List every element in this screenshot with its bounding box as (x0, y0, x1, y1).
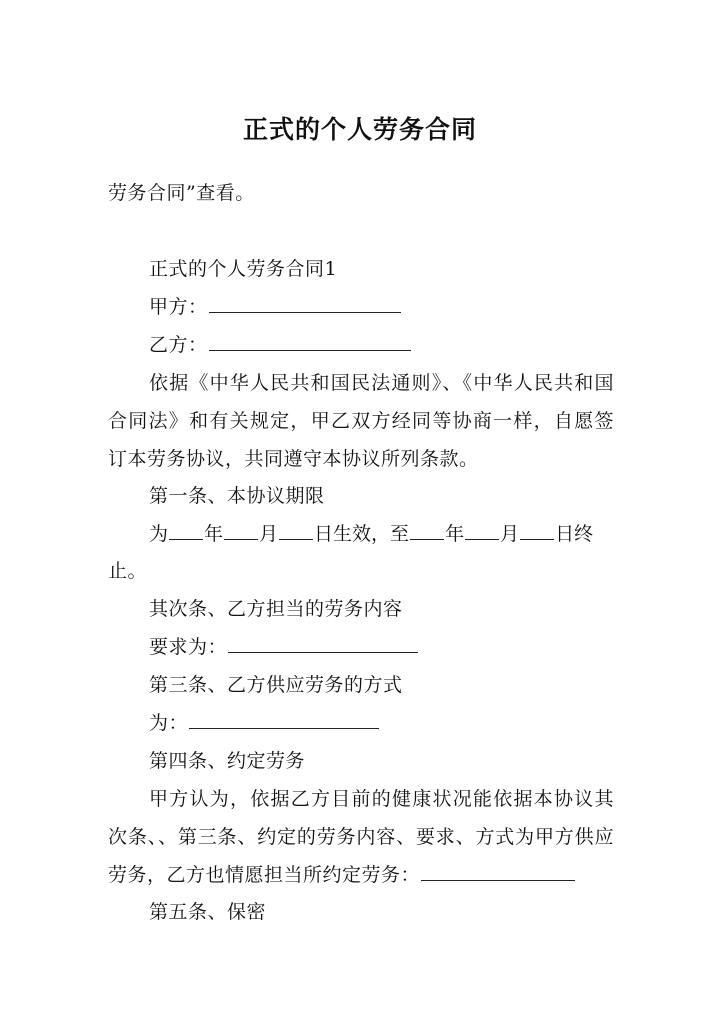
contract-subtitle: 正式的个人劳务合同1 (149, 258, 338, 280)
article-4-title: 第四条、约定劳务 (149, 750, 306, 772)
start-day-blank (279, 517, 313, 540)
party-a-blank (209, 290, 401, 313)
party-b-line (149, 326, 659, 364)
article-1-term-line (149, 515, 659, 553)
term-text-year-2: 年 (445, 523, 465, 545)
requirement-blank (228, 630, 418, 653)
term-text-wei: 为 (149, 523, 169, 545)
article-5-title: 第五条、保密 (149, 901, 267, 923)
preamble-paragraph: 依据《中华人民共和国民法通则》、《中华人民共和国合同法》和有关规定，甲乙双方经同等协商一样，自愿签订本劳务协议，共同遵守本协议所列条款。 (108, 372, 614, 470)
end-year-blank (410, 517, 444, 540)
agreed-service-blank (421, 858, 575, 881)
term-text-end: 日终 (555, 523, 594, 545)
article-3-method-line (149, 704, 659, 742)
article-2-requirement-line (149, 628, 659, 666)
article-3-method-label: 为： (149, 712, 189, 734)
party-b-blank (209, 328, 411, 351)
article-4-paragraph (108, 780, 614, 894)
article-1-term-end: 止。 (108, 560, 148, 582)
start-year-blank (169, 517, 203, 540)
article-3-title: 第三条、乙方供应劳务的方式 (149, 674, 403, 696)
party-a-label: 甲方： (149, 296, 208, 318)
method-blank (189, 706, 379, 729)
end-month-blank (465, 517, 499, 540)
article-2-requirement-label: 要求为： (149, 636, 228, 658)
article-4-text: 甲方认为，依据乙方目前的健康状况能依据本协议其次条、、第三条、约定的劳务内容、要求、方式为甲方供应劳务，乙方也情愿担当所约定劳务： (108, 788, 614, 886)
article-2-title: 其次条、乙方担当的劳务内容 (149, 598, 403, 620)
intro-fragment: 劳务合同”查看。 (108, 182, 255, 204)
document-title: 正式的个人劳务合同 (242, 115, 477, 144)
end-day-blank (520, 517, 554, 540)
term-text-year: 年 (204, 523, 224, 545)
term-text-effective: 日生效，至 (314, 523, 410, 545)
article-1-title: 第一条、本协议期限 (149, 485, 325, 507)
term-text-month: 月 (259, 523, 279, 545)
party-b-label: 乙方： (149, 334, 208, 356)
party-a-line (149, 288, 659, 326)
start-month-blank (224, 517, 258, 540)
term-text-month-2: 月 (500, 523, 520, 545)
